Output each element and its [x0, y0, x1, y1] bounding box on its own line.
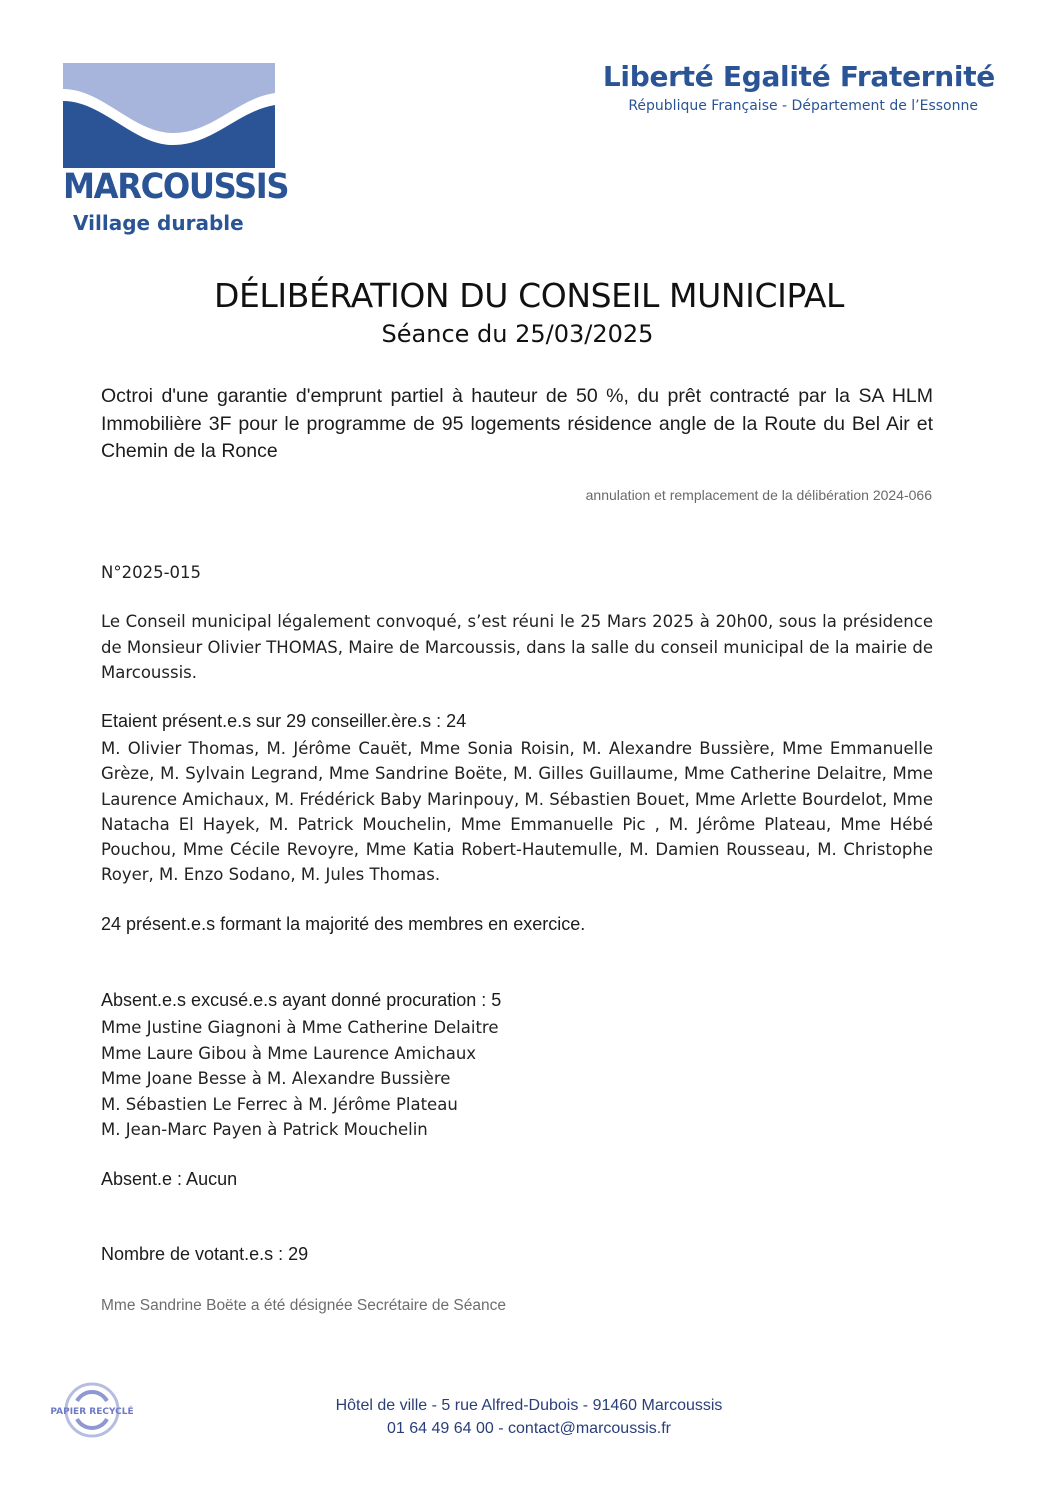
wave-logo-icon — [63, 63, 275, 168]
absent-statement: Absent.e : Aucun — [101, 1169, 238, 1189]
marcoussis-logo — [63, 63, 289, 241]
deliberation-subject: Octroi d'une garantie d'emprunt partiel à hauteur de 50 %, du prêt contracté par la SA HLM Immobilière 3F pour le programme de 95 logements résidence angle de la Route du Bel Air et Chemin de la Ronce — [101, 385, 933, 462]
list-item: M. Jean-Marc Payen à Patrick Mouchelin — [101, 1120, 428, 1139]
present-heading: Etaient présent.e.s sur 29 conseiller.ère.s : 24 — [101, 711, 467, 731]
logo-name: MARCOUSSIS — [63, 167, 289, 207]
republic-department: République Française - Département de l’Essonne — [628, 98, 978, 114]
proxy-heading: Absent.e.s excusé.e.s ayant donné procuration : 5 — [101, 990, 502, 1010]
list-item: Mme Joane Besse à M. Alexandre Bussière — [101, 1069, 451, 1088]
present-members-list: M. Olivier Thomas, M. Jérôme Cauët, Mme Sonia Roisin, M. Alexandre Bussière, Mme Emmanuelle Grèze, M. Sylvain Legrand, Mme Sandrine Boëte, M. Gilles Guillaume, Mme Catherine Delaitre, Mme Laurence Amichaux, M. Frédérick Baby Marinpouy, M. Sébastien Bouet, Mme Arlette Bourdelot, Mme Natacha El Hayek, M. Patrick Mouchelin, Mme Emmanuelle Pic , M. Jérôme Plateau, Mme Hébé Pouchou, Mme Cécile Revoyre, Mme Katia Robert-Hautemulle, M. Damien Rousseau, M. Christophe Royer, M. Enzo Sodano, M. Jules Thomas. — [101, 739, 933, 885]
footer-address: Hôtel de ville - 5 rue Alfred-Dubois - 91460 Marcoussis — [335, 1397, 723, 1414]
session-date: Séance du 25/03/2025 — [381, 320, 654, 348]
footer-contact: 01 64 49 64 00 - contact@marcoussis.fr — [387, 1420, 671, 1437]
republic-motto: Liberté Egalité Fraternité — [602, 60, 995, 93]
recycle-text: PAPIER RECYCLÉ — [50, 1407, 134, 1417]
list-item: Mme Justine Giagnoni à Mme Catherine Delaitre — [101, 1018, 499, 1037]
voters-count: Nombre de votant.e.s : 29 — [101, 1244, 309, 1264]
majority-statement: 24 présent.e.s formant la majorité des membres en exercice. — [101, 914, 586, 934]
secretary-statement: Mme Sandrine Boëte a été désignée Secrétaire de Séance — [101, 1297, 506, 1314]
list-item: M. Sébastien Le Ferrec à M. Jérôme Plateau — [101, 1094, 458, 1114]
proxy-list — [101, 1015, 499, 1143]
intro-paragraph: Le Conseil municipal légalement convoqué, s’est réuni le 25 Mars 2025 à 20h00, sous la présidence de Monsieur Olivier THOMAS, Maire de Marcoussis, dans la salle du conseil municipal de la mairie de Marcoussis. — [101, 612, 933, 682]
annulation-note: annulation et remplacement de la délibération 2024-066 — [585, 487, 932, 503]
logo-tagline: Village durable — [73, 211, 244, 235]
deliberation-number: N°2025-015 — [101, 563, 202, 582]
document-title: DÉLIBÉRATION DU CONSEIL MUNICIPAL — [213, 276, 845, 315]
list-item: Mme Laure Gibou à Mme Laurence Amichaux — [101, 1043, 477, 1063]
